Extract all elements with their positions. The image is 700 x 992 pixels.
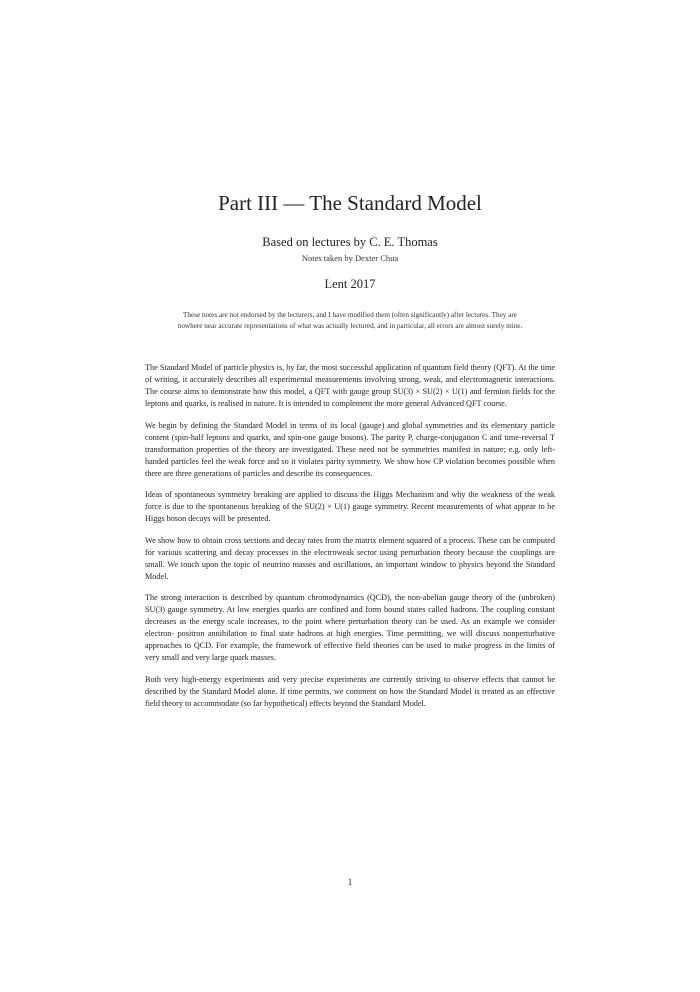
- lecturer-credit: Based on lectures by C. E. Thomas: [262, 235, 438, 249]
- paragraph: Ideas of spontaneous symmetry breaking are applied to discuss the Higgs Mechanism and why the weakness of the weak force is due to the spontaneous breaking of the SU(2) × U(1) gauge symmetry. Recent measurements of what appear to be Higgs boson decays will be presented.: [145, 490, 555, 523]
- term-date: Lent 2017: [324, 277, 376, 291]
- paragraph: We begin by defining the Standard Model in terms of its local (gauge) and global symmetries and its elementary particle content (spin-half leptons and quarks, and spin-one gauge bosons). The parity P, charge-conjugation C and time-reversal T transformation properties of the theory are investigated. These need not be symmetries manifest in nature; e.g. only left-handed particles feel the weak force and so it violates parity symmetry. We show how CP violation becomes possible when there are three generations of particles and describe its consequences.: [145, 420, 555, 478]
- page-number: 1: [347, 877, 353, 887]
- paragraph: Both very high-energy experiments and very precise experiments are currently striving to observe effects that cannot be described by the Standard Model alone. If time permits, we comment on how the Standard Model is treated as an effective field theory to accommodate (so far hypothetical) effects beyond the Standard Model.: [145, 674, 555, 708]
- paragraph: The strong interaction is described by quantum chromodynamics (QCD), the non-abelian gauge theory of the (unbroken) SU(3) gauge symmetry. At low energies quarks are confined and form bound states called hadrons. The coupling constant decreases as the energy scale increases, to the point where perturbation theory can be used. As an example we consider electron- positron annihilation to final state hadrons at high energies. Time permitting, we will discuss nonperturbative approaches to QCD. For example, the framework of effective field theories can be used to make progress in the limits of very small and very large quark masses.: [145, 593, 555, 662]
- note-taker-credit: Notes taken by Dexter Chua: [301, 253, 399, 263]
- paragraph: The Standard Model of particle physics is, by far, the most successful application of quantum field theory (QFT). At the time of writing, it accurately describes all experimental measurements involving strong, weak, and electromagnetic interactions. The course aims to demonstrate how this model, a QFT with gauge group SU(3) × SU(2) × U(1) and fermion fields for the leptons and quarks, is realised in nature. It is intended to complement the more general Advanced QFT course.: [145, 363, 555, 408]
- document-title: Part III — The Standard Model: [218, 191, 482, 215]
- paragraph: We show how to obtain cross sections and decay rates from the matrix element squared of a process. These can be computed for various scattering and decay processes in the electroweak sector using perturbation theory because the couplings are small. We touch upon the topic of neutrino masses and oscillations, an important window to physics beyond the Standard Model.: [145, 535, 555, 581]
- disclaimer: These notes are not endorsed by the lecturers, and I have modified them (often significantly) after lectures. They are nowhere near accurate representations of what was actually lectured, and in particular, all errors are almost surely mine.: [177, 311, 523, 330]
- abstract-body: [145, 362, 555, 719]
